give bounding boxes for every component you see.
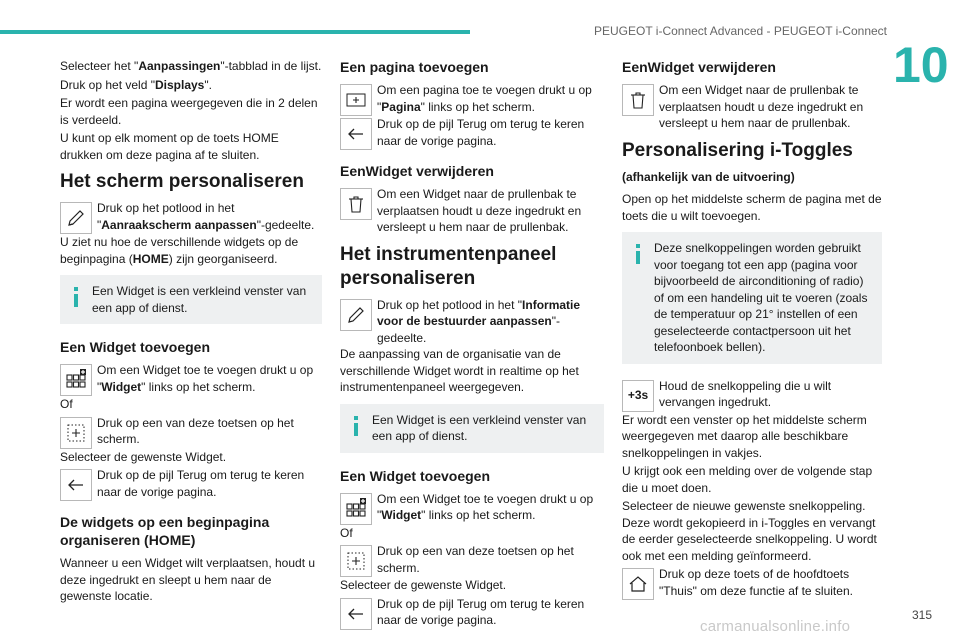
widget-grid-icon [60, 364, 92, 396]
section-title: Personalisering i-Toggles [622, 139, 853, 161]
subsection-title: EenWidget verwijderen [622, 59, 776, 75]
add-slot-icon [340, 545, 372, 577]
page-header-title: PEUGEOT i-Connect Advanced - PEUGEOT i-Connect [593, 24, 887, 38]
subsection-title: EenWidget verwijderen [340, 163, 494, 179]
instruction-pencil: Druk op het potlood in het "Informatie voor de bestuurder aanpassen"-gedeelte. [340, 297, 604, 347]
subsection-title: Een Widget toevoegen [340, 467, 491, 484]
select-text: Selecteer de nieuwe gewenste snelkoppeling. Deze wordt gekopieerd in i-Toggles en vervangt de eerder geselecteerde snelkoppeling. U wordt ook met een melding geïnformeerd. [622, 499, 877, 563]
back-arrow-icon [340, 598, 372, 630]
instruction-widget: Om een Widget toe te voegen drukt u op "Widget" links op het scherm. [340, 491, 604, 525]
subsection-title: Een pagina toevoegen [340, 59, 489, 75]
info-icon [74, 287, 78, 307]
info-box: Een Widget is een verkleind venster van een app of dienst. [60, 275, 322, 324]
info-icon [636, 244, 640, 264]
widget-grid-icon [340, 493, 372, 525]
intro-text: U kunt op elk moment op de toets HOME drukken om deze pagina af te sluiten. [60, 131, 279, 162]
explain-text: U ziet nu hoe de verschillende widgets op de beginpagina (HOME) zijn georganiseerd. [60, 235, 299, 266]
pencil-icon [60, 202, 92, 234]
back-arrow-icon [340, 118, 372, 150]
intro-line-1: Selecteer het "Aanpassingen"-tabblad in de lijst. [60, 59, 322, 73]
instruction-back: Druk op de pijl Terug om terug te keren naar de vorige pagina. [340, 596, 604, 630]
home-icon [622, 568, 654, 600]
move-text: Wanneer u een Widget wilt verplaatsen, houdt u deze ingedrukt en sleept u hem naar de gewenste locatie. [60, 556, 316, 603]
instruction-widget: Om een Widget toe te voegen drukt u op "Widget" links op het scherm. [60, 362, 322, 396]
header-accent-bar [0, 30, 470, 34]
info-icon [354, 416, 358, 436]
hold-3s-icon: +3s [622, 380, 654, 412]
column-2 [340, 58, 604, 630]
watermark-text: carmanualsonline.info [700, 618, 851, 635]
trash-icon [622, 84, 654, 116]
open-text: Open op het middelste scherm de pagina met de toets die u wilt toevoegen. [622, 192, 882, 223]
select-text: Selecteer de gewenste Widget. [60, 449, 227, 464]
intro-line-2: Druk op het veld "Displays". [60, 77, 212, 92]
trash-icon [340, 188, 372, 220]
info-box: Deze snelkoppelingen worden gebruikt voor toegang tot een app (pagina voor bijvoorbeeld de airconditioning of radio) of om een handeling uit te voeren (zoals de temperatuur op 21° instellen of een geselecteerde contactpersoon uit het telefoonboek bellen). [622, 232, 882, 364]
instruction-hold: +3s Houd de snelkoppeling die u wilt vervangen ingedrukt. [622, 378, 882, 412]
instruction-home: Druk op deze toets of de hoofdtoets "Thuis" om deze functie af te sluiten. [622, 566, 882, 600]
window-text: Er wordt een venster op het middelste scherm weergegeven met daarop alle beschikbare snelkoppelingen in vakjes. [622, 412, 867, 460]
subtitle: (afhankelijk van de uitvoering) [622, 169, 795, 184]
chapter-number: 10 [893, 37, 949, 93]
add-page-icon [340, 84, 372, 116]
instruction-page: Om een pagina toe te voegen drukt u op "Pagina" links op het scherm. [340, 82, 604, 116]
section-title: Het scherm personaliseren [60, 171, 304, 192]
page-number: 315 [911, 608, 932, 622]
next-text: U krijgt ook een melding over de volgende stap die u moet doen. [622, 464, 873, 495]
instruction-trash: Om een Widget naar de prullenbak te verplaatsen houdt u deze ingedrukt en versleept u hem naar de prullenbak. [340, 186, 604, 236]
instruction-back: Druk op de pijl Terug om terug te keren naar de vorige pagina. [340, 116, 604, 150]
column-3 [622, 58, 882, 600]
instruction-trash: Om een Widget naar de prullenbak te verplaatsen houdt u deze ingedrukt en versleept u hem naar de prullenbak. [622, 82, 882, 132]
instruction-plus: Druk op een van deze toetsen op het scherm. [340, 543, 604, 577]
or-text: Of [60, 397, 73, 411]
column-1 [60, 58, 322, 607]
pencil-icon [340, 299, 372, 331]
instruction-back: Druk op de pijl Terug om terug te keren naar de vorige pagina. [60, 467, 322, 501]
intro-text: Er wordt een pagina weergegeven die in 2 delen is verdeeld. [60, 96, 318, 127]
subsection-title: Een Widget toevoegen [60, 339, 211, 355]
subsection-title: De widgets op een beginpagina organiseren (HOME) [60, 514, 270, 548]
section-title: Het instrumentenpaneel personaliseren [340, 243, 557, 289]
back-arrow-icon [60, 469, 92, 501]
or-text: Of [340, 525, 353, 540]
info-box: Een Widget is een verkleind venster van een app of dienst. [340, 404, 604, 453]
select-text: Selecteer de gewenste Widget. [340, 578, 507, 592]
add-slot-icon [60, 417, 92, 449]
instruction-plus: Druk op een van deze toetsen op het scherm. [60, 415, 322, 449]
explain-text: De aanpassing van de organisatie van de verschillende Widget wordt in realtime op het instrumentenpaneel weergegeven. [340, 347, 579, 394]
instruction-pencil: Druk op het potlood in het "Aanraakscherm aanpassen"-gedeelte. [60, 200, 322, 234]
